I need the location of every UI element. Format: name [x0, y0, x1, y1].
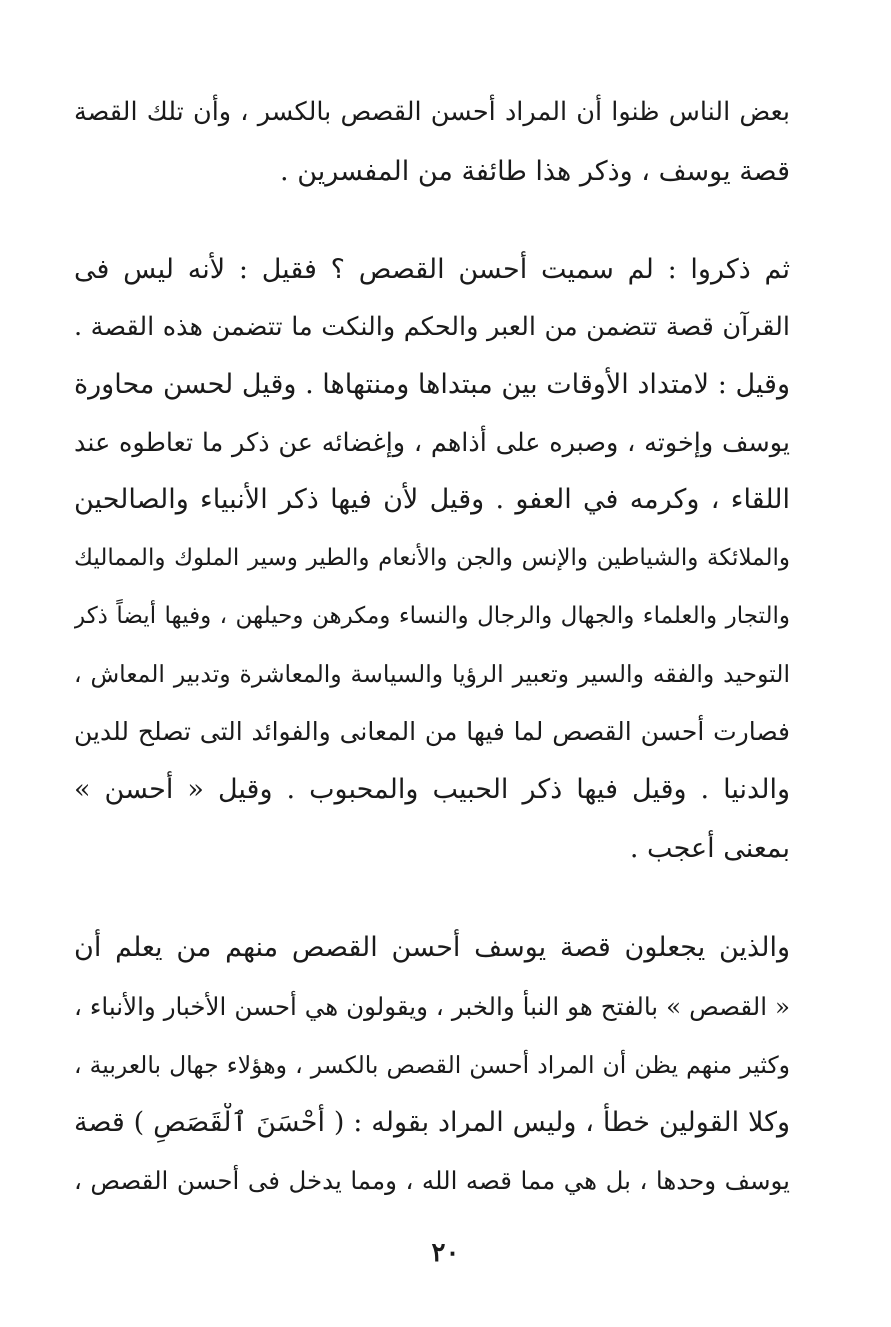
- text-line: القرآن قصة تتضمن من العبر والحكم والنكت ما تتضمن هذه القصة .: [74, 312, 790, 342]
- text-line: بعض الناس ظنوا أن المراد أحسن القصص بالكسر ، وأن تلك القصة: [74, 97, 790, 127]
- text-line: وكلا القولين خطأ ، وليس المراد بقوله : ( أَحْسَنَ ٱلْقَصَصِ ) قصة: [74, 1107, 790, 1138]
- text-line: بمعنى أعجب .: [629, 833, 790, 864]
- page-number: ٢٠: [431, 1238, 460, 1268]
- text-line: ثم ذكروا : لم سميت أحسن القصص ؟ فقيل : لأنه ليس فى: [74, 254, 790, 285]
- text-line: قصة يوسف ، وذكر هذا طائفة من المفسرين .: [280, 156, 790, 187]
- text-line: وكثير منهم يظن أن المراد أحسن القصص بالكسر ، وهؤلاء جهال بالعربية ،: [74, 1051, 790, 1079]
- text-line: التوحيد والفقه والسير وتعبير الرؤيا والسياسة والمعاشرة وتدبير المعاش ،: [74, 660, 790, 688]
- text-line: والذين يجعلون قصة يوسف أحسن القصص منهم من يعلم أن: [74, 932, 790, 963]
- text-line: يوسف وإخوته ، وصبره على أذاهم ، وإغضائه عن ذكر ما تعاطوه عند: [74, 428, 790, 458]
- text-line: فصارت أحسن القصص لما فيها من المعانى والفوائد التى تصلح للدين: [74, 717, 790, 746]
- text-line: والدنيا . وقيل فيها ذكر الحبيب والمحبوب . وقيل « أحسن »: [74, 774, 790, 805]
- text-line: اللقاء ، وكرمه في العفو . وقيل لأن فيها ذكر الأنبياء والصالحين: [74, 484, 790, 515]
- text-line: وقيل : لامتداد الأوقات بين مبتداها ومنتهاها . وقيل لحسن محاورة: [74, 369, 790, 400]
- text-line: « القصص » بالفتح هو النبأ والخبر ، ويقولون هي أحسن الأخبار والأنباء ،: [74, 992, 790, 1021]
- text-line: والملائكة والشياطين والإنس والجن والأنعام والطير وسير الملوك والمماليك: [74, 545, 790, 571]
- text-line: والتجار والعلماء والجهال والرجال والنساء ومكرهن وحيلهن ، وفيها أيضاً ذكر: [74, 603, 790, 629]
- text-line: يوسف وحدها ، بل هي مما قصه الله ، ومما يدخل فى أحسن القصص ،: [74, 1166, 790, 1195]
